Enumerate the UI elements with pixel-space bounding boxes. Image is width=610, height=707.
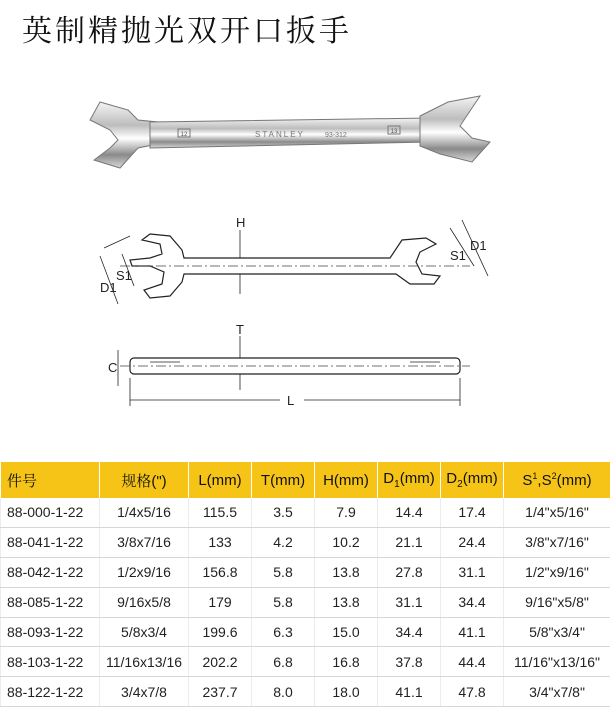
cell-height: 13.8	[315, 557, 378, 587]
cell-length: 202.2	[189, 647, 252, 677]
cell-part-no: 88-000-1-22	[1, 498, 100, 527]
cell-s1-s2: 1/4"x5/16"	[504, 498, 610, 527]
cell-s1-s2: 3/8"x7/16"	[504, 527, 610, 557]
cell-spec: 1/2x9/16	[100, 557, 189, 587]
label-c: C	[108, 360, 117, 375]
cell-d1: 37.8	[378, 647, 441, 677]
cell-s1-s2: 11/16"x13/16"	[504, 647, 610, 677]
header-s1-s2: $S^1,S^2(mm)$	[504, 462, 610, 498]
cell-thickness: 6.3	[252, 617, 315, 647]
cell-d1: 41.1	[378, 677, 441, 707]
cell-d2: 17.4	[441, 498, 504, 527]
cell-length: 156.8	[189, 557, 252, 587]
cell-length: 179	[189, 587, 252, 617]
header-length: L(mm)	[189, 462, 252, 498]
photo-size-left: 12	[181, 132, 188, 138]
cell-d2: 24.4	[441, 527, 504, 557]
cell-spec: 9/16x5/8	[100, 587, 189, 617]
table-row	[1, 677, 610, 707]
cell-spec: 1/4x5/16	[100, 498, 189, 527]
header-d1: $D_1(mm)$	[378, 462, 441, 498]
photo-size-right: 13	[391, 129, 398, 135]
wrench-photo	[80, 92, 500, 178]
header-thickness: T(mm)	[252, 462, 315, 498]
table-row	[1, 647, 610, 677]
cell-d2: 47.8	[441, 677, 504, 707]
cell-height: 13.8	[315, 587, 378, 617]
cell-thickness: 5.8	[252, 557, 315, 587]
cell-spec: 3/8x7/16	[100, 527, 189, 557]
cell-d2: 34.4	[441, 587, 504, 617]
cell-thickness: 3.5	[252, 498, 315, 527]
label-s1-right: S1	[450, 248, 466, 263]
cell-d1: 21.1	[378, 527, 441, 557]
cell-d1: 34.4	[378, 617, 441, 647]
cell-d2: 31.1	[441, 557, 504, 587]
cell-spec: 11/16x13/16	[100, 647, 189, 677]
cell-part-no: 88-093-1-22	[1, 617, 100, 647]
table-row	[1, 527, 610, 557]
cell-height: 16.8	[315, 647, 378, 677]
label-d1-right: D1	[470, 238, 487, 253]
label-d1-left: D1	[100, 280, 117, 295]
header-d2: $D_2(mm)$	[441, 462, 504, 498]
photo-model: 93-312	[325, 132, 347, 139]
header-part-no: 件号	[1, 462, 100, 498]
cell-length: 133	[189, 527, 252, 557]
table-row	[1, 557, 610, 587]
label-h: H	[236, 215, 245, 230]
header-height: H(mm)	[315, 462, 378, 498]
cell-thickness: 8.0	[252, 677, 315, 707]
table-row	[1, 617, 610, 647]
cell-s1-s2: 1/2"x9/16"	[504, 557, 610, 587]
cell-length: 115.5	[189, 498, 252, 527]
cell-part-no: 88-122-1-22	[1, 677, 100, 707]
cell-thickness: 4.2	[252, 527, 315, 557]
cell-height: 10.2	[315, 527, 378, 557]
table-header-row	[1, 462, 610, 498]
cell-part-no: 88-103-1-22	[1, 647, 100, 677]
table-row	[1, 587, 610, 617]
cell-height: 18.0	[315, 677, 378, 707]
spec-table	[0, 462, 610, 707]
cell-d1: 27.8	[378, 557, 441, 587]
cell-length: 199.6	[189, 617, 252, 647]
cell-s1-s2: 5/8"x3/4"	[504, 617, 610, 647]
label-s1-left: S1	[116, 268, 132, 283]
cell-part-no: 88-085-1-22	[1, 587, 100, 617]
cell-d1: 14.4	[378, 498, 441, 527]
photo-brand: STANLEY	[255, 130, 305, 139]
cell-d1: 31.1	[378, 587, 441, 617]
cell-s1-s2: 3/4"x7/8"	[504, 677, 610, 707]
cell-s1-s2: 9/16"x5/8"	[504, 587, 610, 617]
table-row	[1, 498, 610, 527]
header-spec: 规格(")	[100, 462, 189, 498]
cell-d2: 44.4	[441, 647, 504, 677]
cell-spec: 3/4x7/8	[100, 677, 189, 707]
cell-spec: 5/8x3/4	[100, 617, 189, 647]
cell-thickness: 6.8	[252, 647, 315, 677]
cell-height: 15.0	[315, 617, 378, 647]
cell-height: 7.9	[315, 498, 378, 527]
cell-part-no: 88-042-1-22	[1, 557, 100, 587]
label-l: L	[287, 393, 294, 408]
cell-part-no: 88-041-1-22	[1, 527, 100, 557]
label-t: T	[236, 322, 244, 337]
dimension-drawing	[90, 210, 510, 420]
page-title: 英制精抛光双开口扳手	[22, 6, 352, 50]
cell-thickness: 5.8	[252, 587, 315, 617]
cell-length: 237.7	[189, 677, 252, 707]
cell-d2: 41.1	[441, 617, 504, 647]
